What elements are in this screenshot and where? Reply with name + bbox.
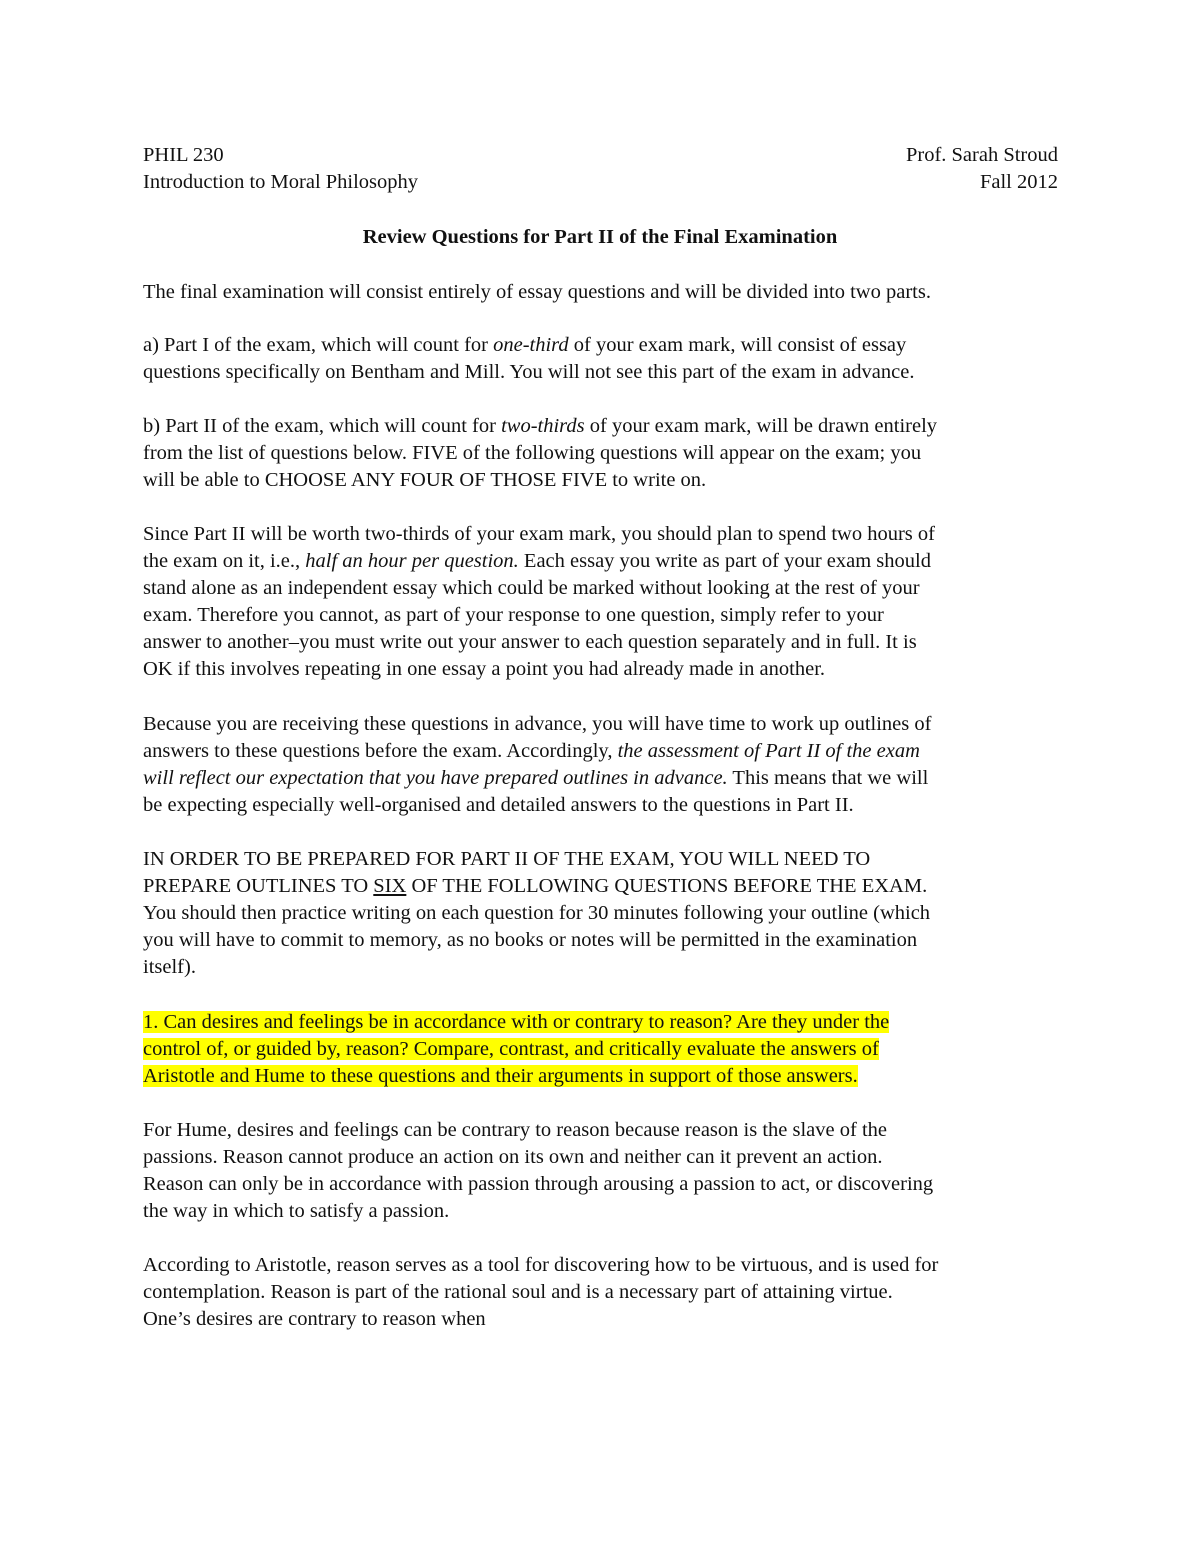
because-line-3: will reflect our expectation that you have prepared outlines in advance. This means that we will (143, 767, 929, 789)
aristotle-line-1: According to Aristotle, reason serves as a tool for discovering how to be virtuous, and is used for (143, 1254, 939, 1276)
question-1-line-3: Aristotle and Hume to these questions and their arguments in support of those answers. (143, 1065, 858, 1087)
order-line-1: IN ORDER TO BE PREPARED FOR PART II OF THE EXAM, YOU WILL NEED TO (143, 848, 871, 870)
since-line-6: OK if this involves repeating in one essay a point you had already made in another. (143, 658, 826, 680)
hume-line-1: For Hume, desires and feelings can be contrary to reason because reason is the slave of the (143, 1119, 887, 1141)
question-1-line-2: control of, or guided by, reason? Compare, contrast, and critically evaluate the answers of (143, 1038, 879, 1060)
since-line-5: answer to another–you must write out your answer to each question separately and in full. It is (143, 631, 917, 653)
document-title: Review Questions for Part II of the Final Examination (362, 226, 838, 248)
six-underlined: SIX (373, 875, 407, 897)
part-a-line-2: questions specifically on Bentham and Mill. You will not see this part of the exam in advance. (143, 361, 915, 383)
order-line-5: itself). (143, 956, 196, 978)
part-b-line-2: from the list of questions below. FIVE of the following questions will appear on the exam; you (143, 442, 922, 464)
since-line-3: stand alone as an independent essay which could be marked without looking at the rest of your (143, 577, 920, 599)
instructor-name: Prof. Sarah Stroud (905, 144, 1058, 166)
intro-text: The final examination will consist entirely of essay questions and will be divided into two parts. (143, 281, 931, 303)
because-line-1: Because you are receiving these questions in advance, you will have time to work up outlines of (143, 713, 932, 735)
because-line-4: be expecting especially well-organised and detailed answers to the questions in Part II. (143, 794, 854, 816)
aristotle-line-2: contemplation. Reason is part of the rational soul and is a necessary part of attaining virtue. (143, 1281, 893, 1303)
since-line-4: exam. Therefore you cannot, as part of your response to one question, simply refer to your (143, 604, 884, 626)
since-line-2: the exam on it, i.e., half an hour per question. Each essay you write as part of your exam should (143, 550, 931, 572)
part-b-line-3: will be able to CHOOSE ANY FOUR OF THOSE FIVE to write on. (143, 469, 707, 491)
hume-line-4: the way in which to satisfy a passion. (143, 1200, 450, 1222)
because-line-2: answers to these questions before the exam. Accordingly, the assessment of Part II of the exam (143, 740, 920, 762)
part-b-line-1: b) Part II of the exam, which will count for two-thirds of your exam mark, will be drawn entirely (143, 415, 938, 437)
part-a-line-1: a) Part I of the exam, which will count for one-third of your exam mark, will consist of essay (143, 334, 907, 356)
hume-line-3: Reason can only be in accordance with passion through arousing a passion to act, or discovering (143, 1173, 934, 1195)
order-line-2: PREPARE OUTLINES TO SIX OF THE FOLLOWING QUESTIONS BEFORE THE EXAM. (143, 875, 928, 897)
question-1-line-1: 1. Can desires and feelings be in accordance with or contrary to reason? Are they under the (143, 1011, 890, 1033)
course-code: PHIL 230 (143, 144, 224, 166)
since-line-1: Since Part II will be worth two-thirds of your exam mark, you should plan to spend two hours of (143, 523, 935, 545)
course-name: Introduction to Moral Philosophy (143, 171, 419, 193)
aristotle-line-3: One’s desires are contrary to reason when (143, 1308, 486, 1330)
order-line-3: You should then practice writing on each question for 30 minutes following your outline (which (143, 902, 931, 924)
hume-line-2: passions. Reason cannot produce an action on its own and neither can it prevent an action. (143, 1146, 883, 1168)
term: Fall 2012 (979, 171, 1058, 193)
order-line-4: you will have to commit to memory, as no books or notes will be permitted in the examination (143, 929, 918, 951)
